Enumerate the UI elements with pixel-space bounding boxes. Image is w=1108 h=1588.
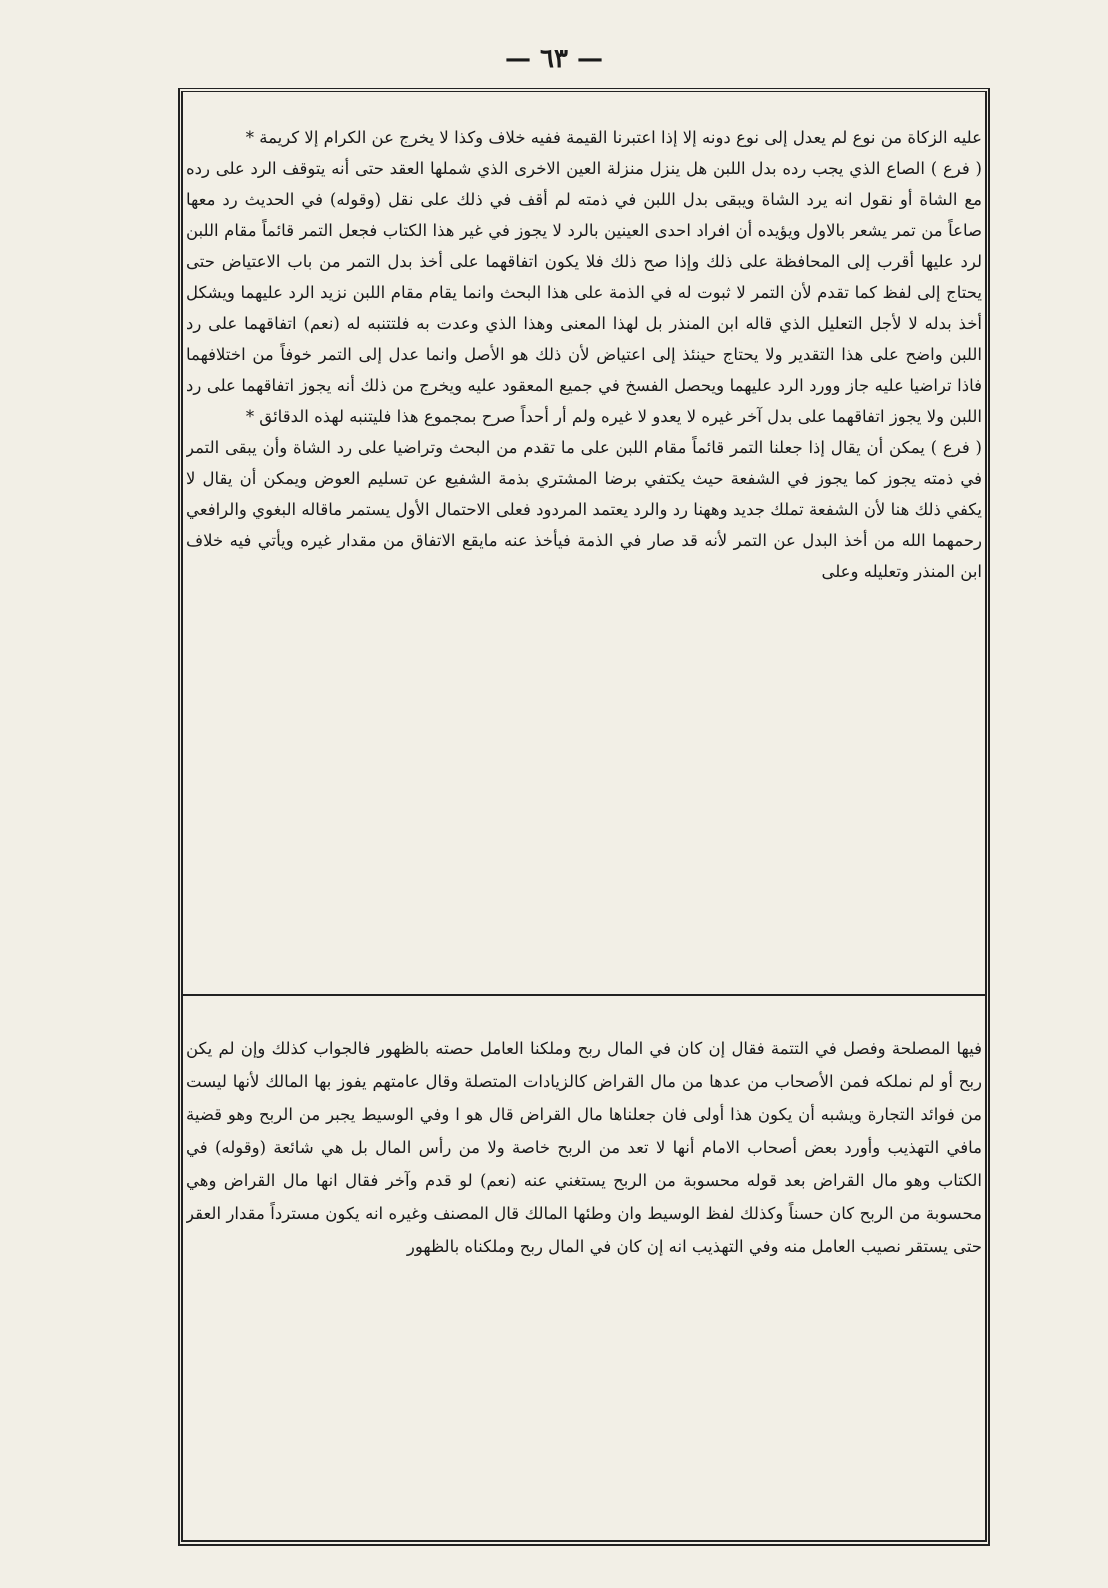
main-paragraph: ( فرع ) يمكن أن يقال إذا جعلنا التمر قائماً مقام اللبن على ما تقدم من البحث وتراضيا على رد الشاة وأن يبقى التمر في ذمته يجوز كما يجوز في الشفعة حيث يكتفي برضا المشتري بذمة الشفيع عن تسليم العوض ويمكن أن يقال لا يكفي ذلك هنا لأن الشفعة تملك جديد وههنا رد والرد يعتمد المردود فعلى الاحتمال الأول يستمر ماقاله البغوي والرافعي رحمهما الله من أخذ البدل عن التمر لأنه قد صار في الذمة فيأخذ عنه مايقع الاتفاق من مقدار غيره ويأتي فيه خلاف ابن المنذر وتعليله وعلى [186, 438, 982, 581]
page-number: — ٦٣ — [504, 44, 604, 74]
main-paragraph: ( فرع ) الصاع الذي يجب رده بدل اللبن هل ينزل منزلة العين الاخرى الذي شملها العقد حتى أنه يتوقف الرد على رده مع الشاة أو نقول انه يرد الشاة ويبقى بدل اللبن في ذمته لم أقف في ذلك على نقل (وقوله) في الحديث رد معها صاعاً من تمر يشعر بالاول ويؤيده أن افراد احدى العينين بالرد لا يجوز في غير هذا الكتاب فجعل التمر قائماً مقام اللبن لرد عليها أقرب إلى المحافظة على ذلك وإذا صح ذلك فلا يكون اتفاقهما على أخذ بدل التمر من باب الاعتياض حتى يحتاج إلى لفظ كما تقدم لأن التمر لا ثبوت له في الذمة على هذا البحث وانما يقام مقام اللبن نزيد الرد عليهما ويشكل أخذ بدله لا لأجل التعليل الذي قاله ابن المنذر بل لهذا المعنى وهذا الذي وعدت به فلتتنبه له (نعم) اتفاقهما على رد اللبن واضح على هذا التقدير ولا يحتاج حينئذ إلى اعتياض لأن ذلك هو الأصل وانما عدل إلى التمر خوفاً من اختلافهما فاذا تراضيا عليه جاز وورد الرد عليهما ويحصل الفسخ في جميع المعقود عليه ويخرج من ذلك أنه يجوز اتفاقهما على رد اللبن ولا يجوز اتفاقهما على بدل آخر غيره لا يعدو لا غيره ولم أر أحداً صرح بمجموع هذا فليتنبه لهذه الدقائق * [186, 159, 982, 426]
main-paragraph: عليه الزكاة من نوع لم يعدل إلى نوع دونه إلا إذا اعتبرنا القيمة ففيه خلاف وكذا لا يخرج عن الكرام إلا كريمة * [245, 128, 982, 147]
footnote-text [186, 1032, 982, 1497]
main-text [186, 122, 982, 985]
footnote-paragraph: فيها المصلحة وفصل في التتمة فقال إن كان في المال ربح وملكنا العامل حصته بالظهور فالجواب كذلك وإن لم يكن ربح أو لم نملكه فمن الأصحاب من عدها من مال القراض كالزيادات المتصلة وقال عامتهم يفوز بها المالك لأنها ليست من فوائد التجارة ويشبه أن يكون هذا أولى فان جعلناها مال القراض قال هو ا وفي الوسيط يجبر من الربح وهو قضية مافي التهذيب وأورد بعض أصحاب الامام أنها لا تعد من الربح خاصة ولا من رأس المال بل هي شائعة (وقوله) في الكتاب وهو مال القراض بعد قوله محسوبة من الربح يستغني عنه (نعم) لو قدم وآخر فقال انها مال القراض وهي محسوبة من الربح كان حسناً وكذلك لفظ الوسيط وان وطئها المالك قال المصنف وغيره انه يكون مسترداً مقدار العقر حتى يستقر نصيب العامل منه وفي التهذيب انه إن كان في المال ربح وملكناه بالظهور [186, 1039, 982, 1256]
footnote-divider [182, 994, 986, 996]
